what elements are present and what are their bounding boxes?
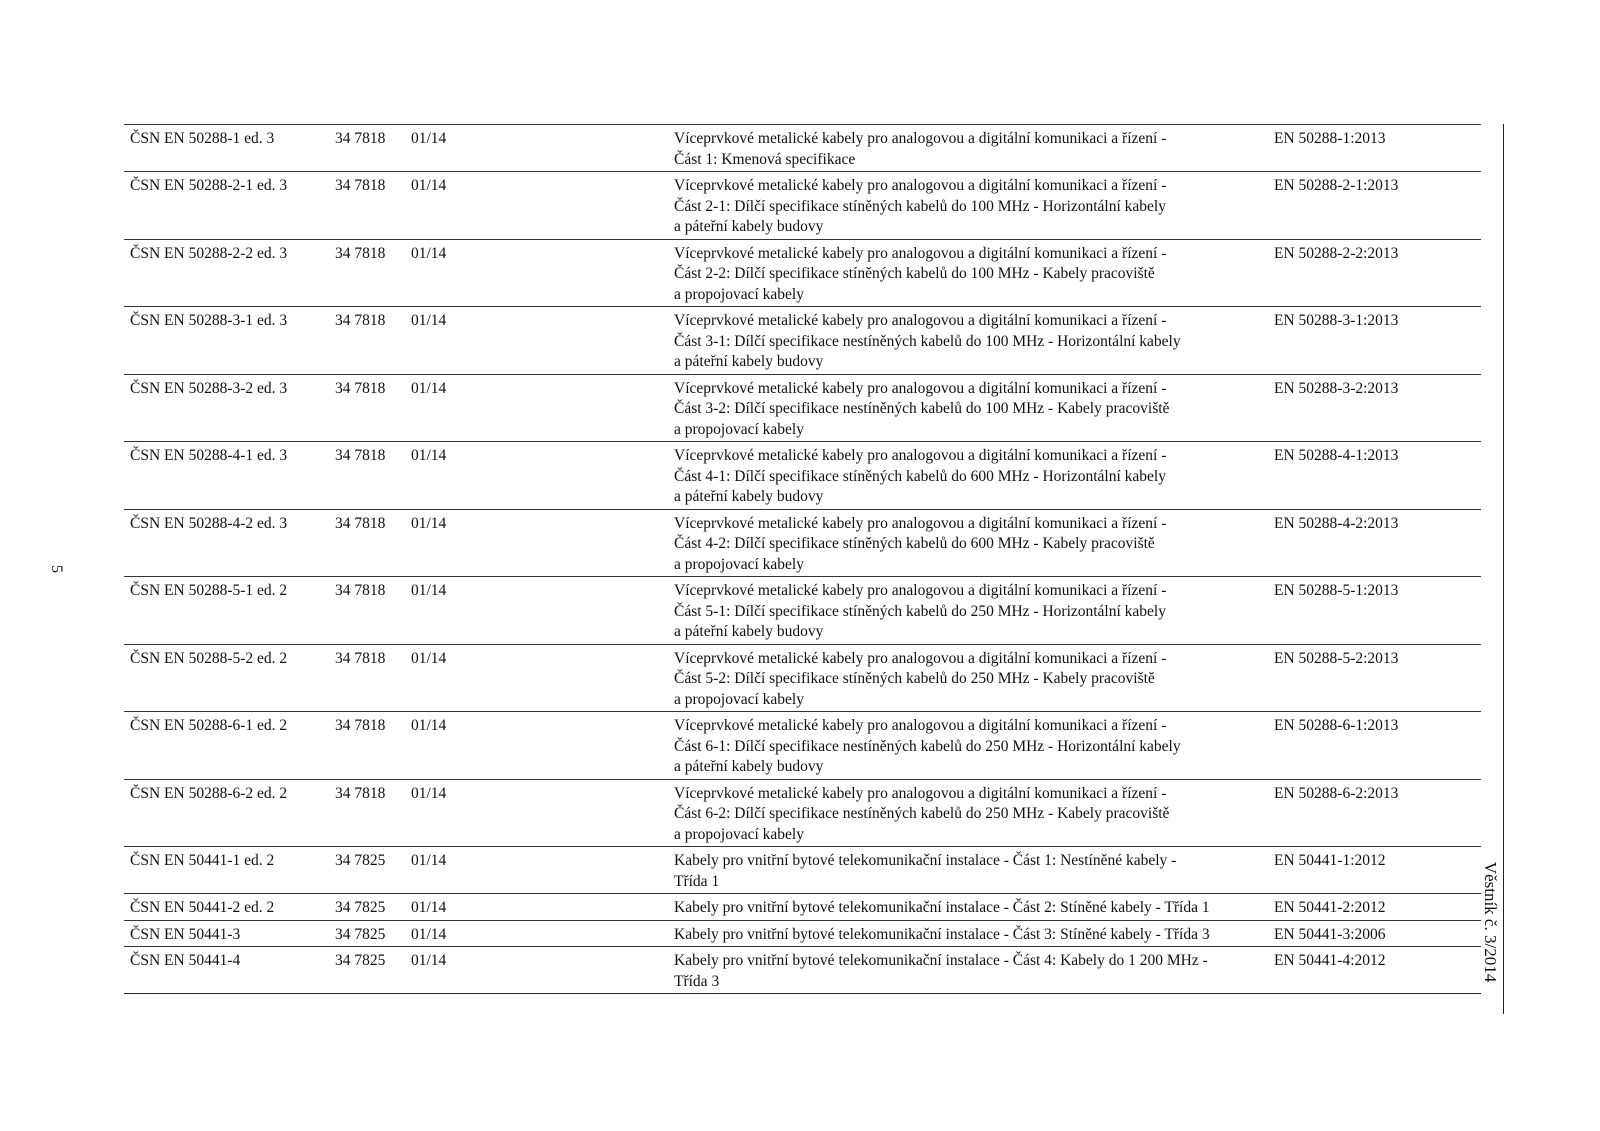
bulletin-title: Věstník č. 3/2014 xyxy=(1481,861,1500,983)
en-reference: EN 50288-2-2:2013 xyxy=(1268,239,1481,307)
table-row xyxy=(124,307,1481,375)
standard-title-line: Část 4-2: Dílčí specifikace stíněných kabelů do 600 MHz - Kabely pracoviště xyxy=(674,535,1155,552)
issue-date: 01/14 xyxy=(405,712,668,780)
en-reference: EN 50288-4-2:2013 xyxy=(1268,509,1481,577)
table-row xyxy=(124,125,1481,172)
standards-table-body xyxy=(124,125,1481,994)
standard-title-line: Třída 1 xyxy=(674,872,720,890)
classification-number: 34 7818 xyxy=(329,779,405,847)
standard-title-line: Víceprvkové metalické kabely pro analogovou a digitální komunikaci a řízení - xyxy=(674,447,1167,464)
standard-title-line: Víceprvkové metalické kabely pro analogovou a digitální komunikaci a řízení - xyxy=(674,582,1167,599)
classification-number: 34 7818 xyxy=(329,509,405,577)
standard-code: ČSN EN 50288-4-1 ed. 3 xyxy=(124,442,329,510)
standard-title xyxy=(668,947,1268,994)
standard-title-line: Část 6-1: Dílčí specifikace nestíněných kabelů do 250 MHz - Horizontální kabely xyxy=(674,737,1181,755)
standard-code: ČSN EN 50288-5-1 ed. 2 xyxy=(124,577,329,645)
standard-title-line: a propojovací kabely xyxy=(674,555,804,573)
standard-code: ČSN EN 50288-3-2 ed. 3 xyxy=(124,374,329,442)
standard-title-line: Část 2-1: Dílčí specifikace stíněných kabelů do 100 MHz - Horizontální kabely xyxy=(674,197,1166,215)
standard-code: ČSN EN 50288-3-1 ed. 3 xyxy=(124,307,329,375)
issue-date: 01/14 xyxy=(405,172,668,240)
standard-title xyxy=(668,509,1268,577)
en-reference: EN 50441-3:2006 xyxy=(1268,920,1481,947)
standard-title xyxy=(668,577,1268,645)
page-number: 5 xyxy=(48,565,65,573)
standard-title-line: Část 1: Kmenová specifikace xyxy=(674,150,856,168)
classification-number: 34 7818 xyxy=(329,712,405,780)
standards-table xyxy=(124,124,1481,994)
issue-date: 01/14 xyxy=(405,307,668,375)
classification-number: 34 7818 xyxy=(329,307,405,375)
standard-code: ČSN EN 50288-4-2 ed. 3 xyxy=(124,509,329,577)
standard-title-line: Víceprvkové metalické kabely pro analogovou a digitální komunikaci a řízení - xyxy=(674,717,1167,734)
classification-number: 34 7818 xyxy=(329,125,405,172)
standard-title xyxy=(668,644,1268,712)
standard-title-line: a páteřní kabely budovy xyxy=(674,623,824,640)
classification-number: 34 7818 xyxy=(329,172,405,240)
issue-date: 01/14 xyxy=(405,644,668,712)
issue-date: 01/14 xyxy=(405,894,668,921)
standard-code: ČSN EN 50441-3 xyxy=(124,920,329,947)
standard-title-line: Třída 3 xyxy=(674,972,720,990)
standard-title-line: Kabely pro vnitřní bytové telekomunikační instalace - Část 3: Stíněné kabely - Třída 3 xyxy=(674,925,1210,943)
table-row xyxy=(124,509,1481,577)
table-row xyxy=(124,779,1481,847)
table-row xyxy=(124,442,1481,510)
standard-title xyxy=(668,172,1268,240)
standard-title xyxy=(668,894,1268,921)
issue-date: 01/14 xyxy=(405,577,668,645)
classification-number: 34 7818 xyxy=(329,239,405,307)
standard-title xyxy=(668,847,1268,894)
standard-title-line: Část 3-1: Dílčí specifikace nestíněných kabelů do 100 MHz - Horizontální kabely xyxy=(674,332,1181,350)
table-row xyxy=(124,644,1481,712)
standard-title xyxy=(668,374,1268,442)
standard-title xyxy=(668,125,1268,172)
standard-code: ČSN EN 50441-4 xyxy=(124,947,329,994)
standard-title-line: Víceprvkové metalické kabely pro analogovou a digitální komunikaci a řízení - xyxy=(674,130,1167,147)
en-reference: EN 50288-2-1:2013 xyxy=(1268,172,1481,240)
classification-number: 34 7818 xyxy=(329,577,405,645)
classification-number: 34 7825 xyxy=(329,947,405,994)
standard-title-line: a páteřní kabely budovy xyxy=(674,218,824,235)
standard-title xyxy=(668,239,1268,307)
standard-code: ČSN EN 50288-6-2 ed. 2 xyxy=(124,779,329,847)
standard-title xyxy=(668,442,1268,510)
classification-number: 34 7825 xyxy=(329,847,405,894)
standard-code: ČSN EN 50288-6-1 ed. 2 xyxy=(124,712,329,780)
classification-number: 34 7818 xyxy=(329,374,405,442)
table-row xyxy=(124,374,1481,442)
standard-title-line: Část 5-2: Dílčí specifikace stíněných kabelů do 250 MHz - Kabely pracoviště xyxy=(674,670,1155,687)
standard-title-line: Víceprvkové metalické kabely pro analogovou a digitální komunikaci a řízení - xyxy=(674,312,1167,329)
standard-title-line: a propojovací kabely xyxy=(674,825,804,843)
standard-title-line: Víceprvkové metalické kabely pro analogovou a digitální komunikaci a řízení - xyxy=(674,514,1167,532)
standard-title-line: Část 4-1: Dílčí specifikace stíněných kabelů do 600 MHz - Horizontální kabely xyxy=(674,467,1166,485)
standard-title-line: a propojovací kabely xyxy=(674,690,804,708)
standard-code: ČSN EN 50288-2-1 ed. 3 xyxy=(124,172,329,240)
standard-title-line: Část 2-2: Dílčí specifikace stíněných kabelů do 100 MHz - Kabely pracoviště xyxy=(674,265,1155,282)
en-reference: EN 50441-4:2012 xyxy=(1268,947,1481,994)
issue-date: 01/14 xyxy=(405,442,668,510)
standard-title-line: Víceprvkové metalické kabely pro analogovou a digitální komunikaci a řízení - xyxy=(674,379,1167,397)
classification-number: 34 7825 xyxy=(329,920,405,947)
table-row xyxy=(124,577,1481,645)
table-row xyxy=(124,920,1481,947)
standard-title-line: Část 3-2: Dílčí specifikace nestíněných kabelů do 100 MHz - Kabely pracoviště xyxy=(674,400,1170,417)
standard-title-line: Kabely pro vnitřní bytové telekomunikační instalace - Část 1: Nestíněné kabely - xyxy=(674,852,1177,869)
table-row xyxy=(124,894,1481,921)
issue-date: 01/14 xyxy=(405,125,668,172)
standard-title xyxy=(668,712,1268,780)
side-header-rule xyxy=(1503,124,1504,1014)
en-reference: EN 50441-1:2012 xyxy=(1268,847,1481,894)
en-reference: EN 50288-1:2013 xyxy=(1268,125,1481,172)
standard-title-line: a propojovací kabely xyxy=(674,285,804,303)
en-reference: EN 50288-3-2:2013 xyxy=(1268,374,1481,442)
en-reference: EN 50288-6-2:2013 xyxy=(1268,779,1481,847)
classification-number: 34 7818 xyxy=(329,442,405,510)
en-reference: EN 50441-2:2012 xyxy=(1268,894,1481,921)
standard-title-line: Kabely pro vnitřní bytové telekomunikační instalace - Část 4: Kabely do 1 200 MHz - xyxy=(674,952,1208,969)
issue-date: 01/14 xyxy=(405,239,668,307)
standard-title-line: Víceprvkové metalické kabely pro analogovou a digitální komunikaci a řízení - xyxy=(674,649,1167,667)
issue-date: 01/14 xyxy=(405,374,668,442)
standard-title-line: a páteřní kabely budovy xyxy=(674,488,824,505)
standard-code: ČSN EN 50288-1 ed. 3 xyxy=(124,125,329,172)
issue-date: 01/14 xyxy=(405,779,668,847)
standard-title-line: a propojovací kabely xyxy=(674,420,804,438)
standard-title-line: Víceprvkové metalické kabely pro analogovou a digitální komunikaci a řízení - xyxy=(674,784,1167,802)
en-reference: EN 50288-3-1:2013 xyxy=(1268,307,1481,375)
standard-title xyxy=(668,920,1268,947)
standard-title xyxy=(668,779,1268,847)
standard-title-line: Část 5-1: Dílčí specifikace stíněných kabelů do 250 MHz - Horizontální kabely xyxy=(674,602,1166,620)
standard-code: ČSN EN 50441-2 ed. 2 xyxy=(124,894,329,921)
standard-code: ČSN EN 50288-2-2 ed. 3 xyxy=(124,239,329,307)
standard-title-line: a páteřní kabely budovy xyxy=(674,758,824,775)
table-row xyxy=(124,847,1481,894)
table-row xyxy=(124,172,1481,240)
table-row xyxy=(124,947,1481,994)
issue-date: 01/14 xyxy=(405,847,668,894)
standard-title xyxy=(668,307,1268,375)
en-reference: EN 50288-5-2:2013 xyxy=(1268,644,1481,712)
standard-code: ČSN EN 50288-5-2 ed. 2 xyxy=(124,644,329,712)
standard-title-line: Víceprvkové metalické kabely pro analogovou a digitální komunikaci a řízení - xyxy=(674,244,1167,262)
standard-title-line: Část 6-2: Dílčí specifikace nestíněných kabelů do 250 MHz - Kabely pracoviště xyxy=(674,805,1170,822)
issue-date: 01/14 xyxy=(405,947,668,994)
table-row xyxy=(124,712,1481,780)
issue-date: 01/14 xyxy=(405,920,668,947)
en-reference: EN 50288-4-1:2013 xyxy=(1268,442,1481,510)
standard-title-line: Víceprvkové metalické kabely pro analogovou a digitální komunikaci a řízení - xyxy=(674,177,1167,194)
classification-number: 34 7825 xyxy=(329,894,405,921)
en-reference: EN 50288-6-1:2013 xyxy=(1268,712,1481,780)
en-reference: EN 50288-5-1:2013 xyxy=(1268,577,1481,645)
standard-code: ČSN EN 50441-1 ed. 2 xyxy=(124,847,329,894)
issue-date: 01/14 xyxy=(405,509,668,577)
table-row xyxy=(124,239,1481,307)
classification-number: 34 7818 xyxy=(329,644,405,712)
standard-title-line: a páteřní kabely budovy xyxy=(674,353,824,370)
standard-title-line: Kabely pro vnitřní bytové telekomunikační instalace - Část 2: Stíněné kabely - Třída 1 xyxy=(674,899,1210,916)
